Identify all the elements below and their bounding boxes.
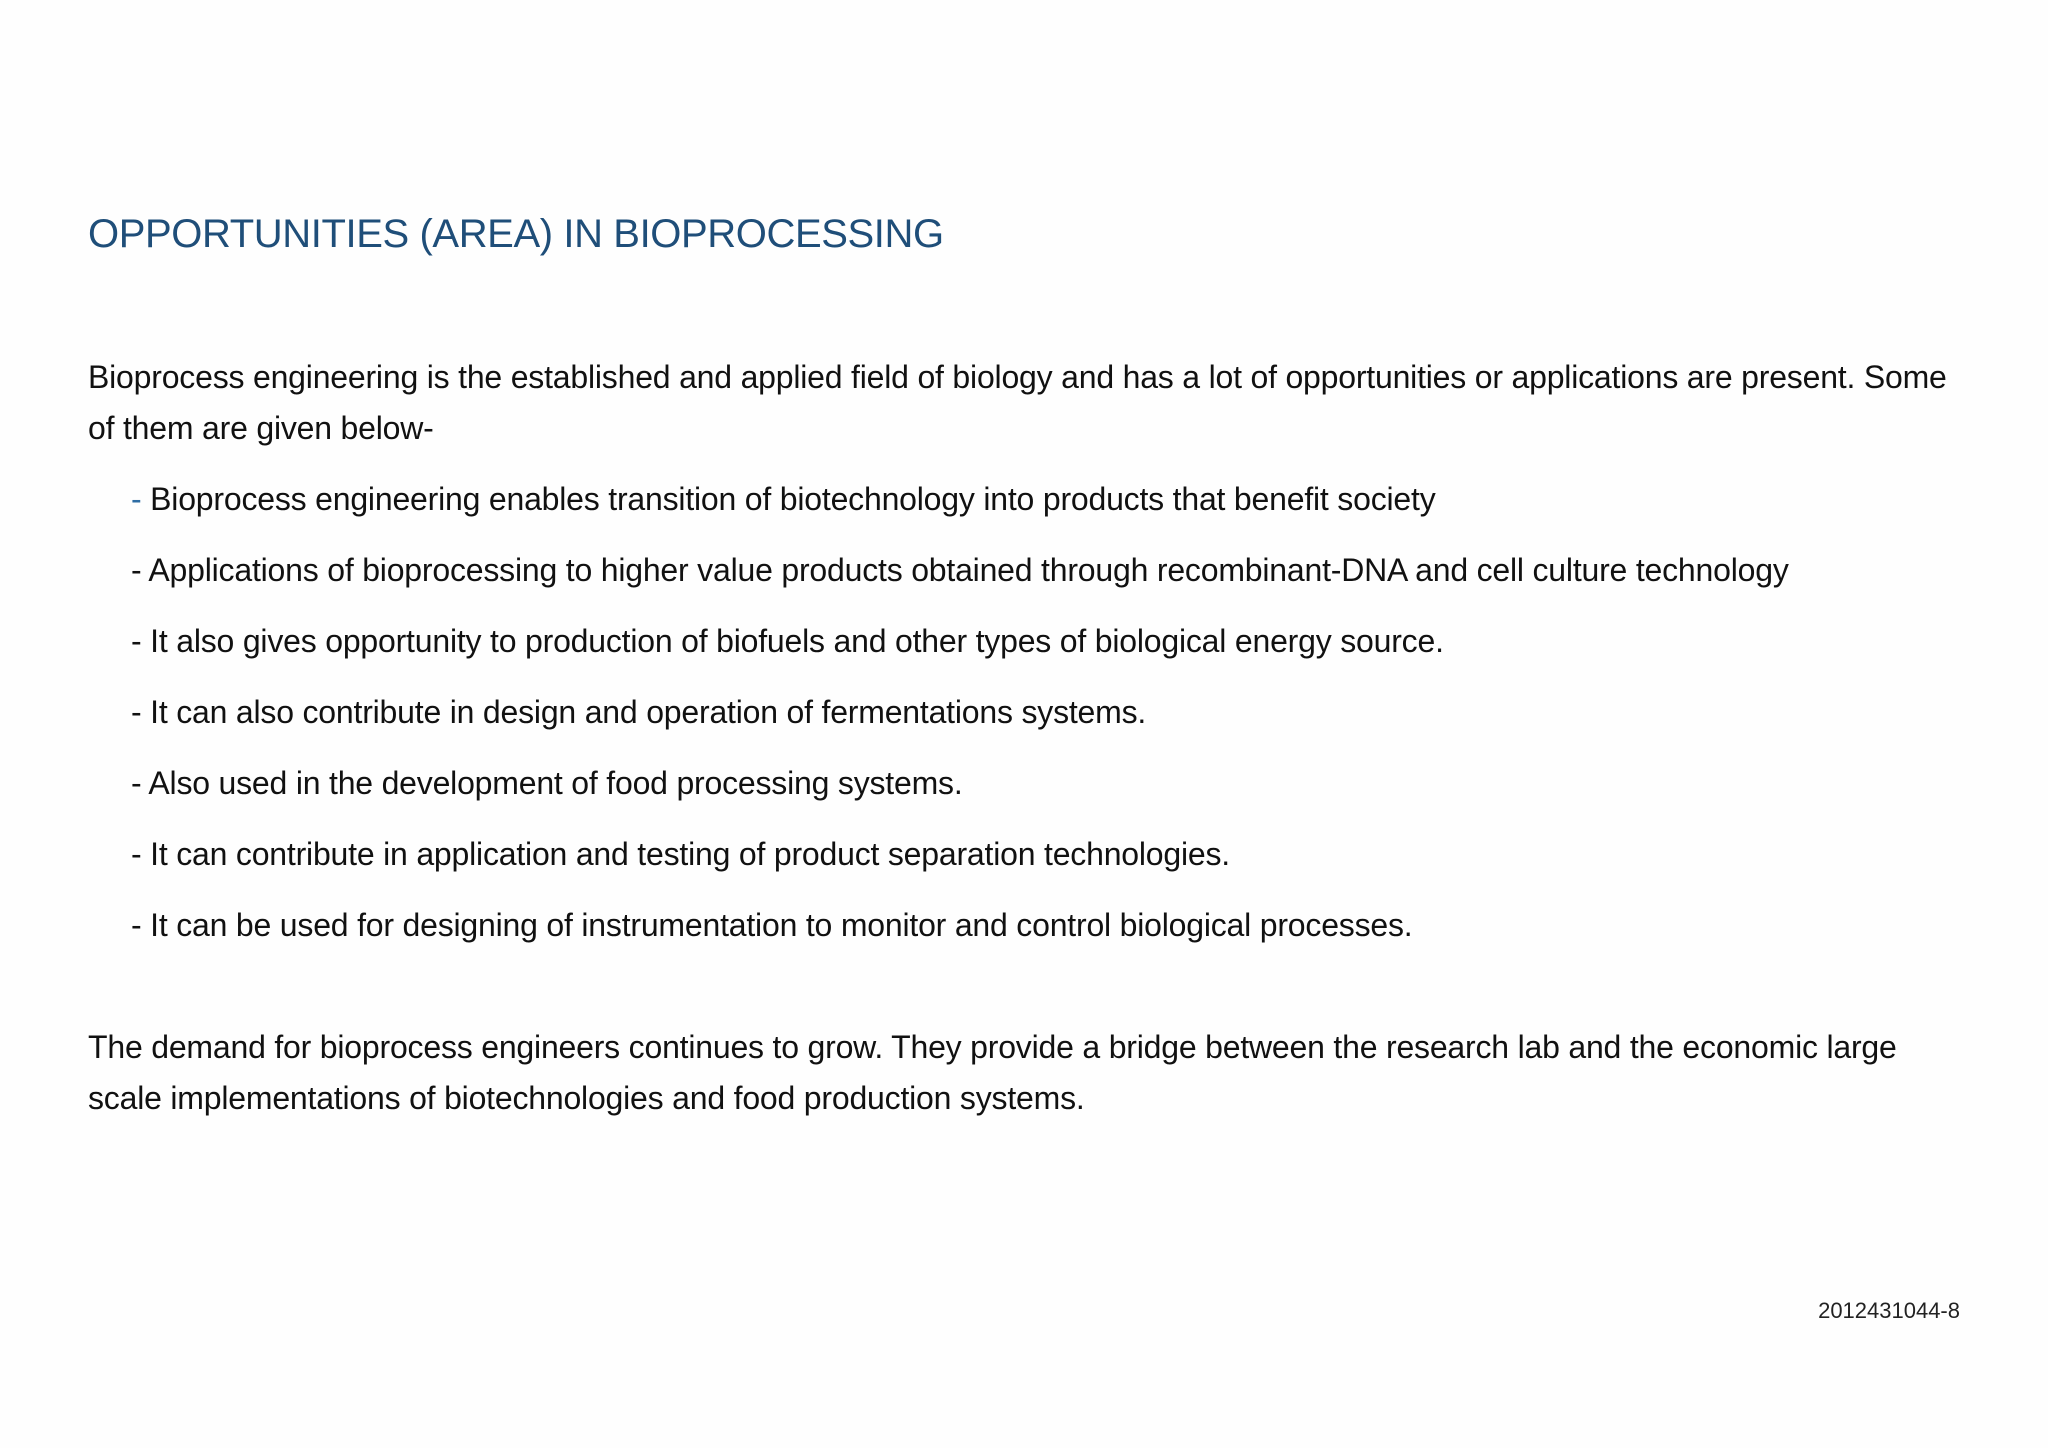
- list-item-text: Also used in the development of food processing systems.: [148, 765, 963, 801]
- bullet-marker: -: [131, 552, 149, 588]
- list-item: [88, 900, 1968, 951]
- bullet-marker: -: [131, 481, 151, 517]
- bullet-marker: -: [131, 694, 151, 730]
- page-heading: OPPORTUNITIES (AREA) IN BIOPROCESSING: [88, 212, 944, 256]
- list-item: [88, 758, 1968, 809]
- opportunities-list: [88, 474, 1968, 971]
- bullet-marker: -: [131, 765, 149, 801]
- list-item: [88, 687, 1968, 738]
- list-item-text: Bioprocess engineering enables transition of biotechnology into products that benefit society: [150, 481, 1436, 517]
- bullet-marker: -: [131, 623, 151, 659]
- list-item: [88, 545, 1968, 596]
- list-item-text: It also gives opportunity to production of biofuels and other types of biological energy source.: [150, 623, 1444, 659]
- list-item: [88, 474, 1968, 525]
- list-item-text: Applications of bioprocessing to higher value products obtained through recombinant-DNA and cell culture technology: [148, 552, 1789, 588]
- list-item-text: It can be used for designing of instrumentation to monitor and control biological processes.: [150, 907, 1413, 943]
- list-item-text: It can contribute in application and testing of product separation technologies.: [150, 836, 1230, 872]
- page-footer-id: 2012431044-8: [1818, 1298, 1960, 1323]
- list-item: [88, 829, 1968, 880]
- list-item: [88, 616, 1968, 667]
- bullet-marker: -: [131, 907, 151, 943]
- list-item-text: It can also contribute in design and operation of fermentations systems.: [150, 694, 1147, 730]
- bullet-marker: -: [131, 836, 151, 872]
- intro-paragraph: Bioprocess engineering is the established and applied field of biology and has a lot of opportunities or applications are present. Some of them are given below-: [88, 359, 1947, 446]
- conclusion-paragraph: The demand for bioprocess engineers continues to grow. They provide a bridge between the research lab and the economic large scale implementations of biotechnologies and food production systems.: [88, 1029, 1897, 1116]
